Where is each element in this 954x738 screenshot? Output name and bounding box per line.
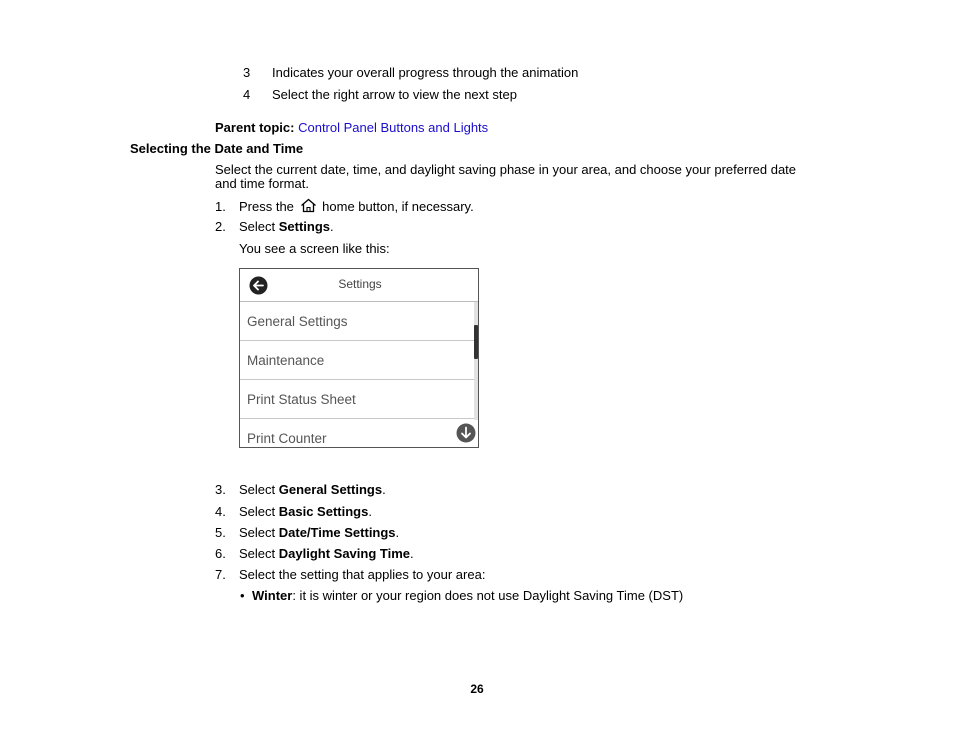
step-6 xyxy=(215,546,414,561)
screen-header xyxy=(240,269,478,302)
screen-scrollbar-thumb xyxy=(474,325,478,359)
step-text: Select xyxy=(239,482,279,497)
step-text: . xyxy=(330,219,334,234)
screen-menu-item xyxy=(240,302,474,341)
parent-topic-link[interactable]: Control Panel Buttons and Lights xyxy=(298,120,489,135)
screen-menu-item-label: Print Counter xyxy=(247,431,327,446)
screen-menu-item xyxy=(240,419,474,448)
step-description-3 xyxy=(243,65,578,80)
step-text: Indicates your overall progress through the animation xyxy=(272,65,579,80)
screen-title: Settings xyxy=(338,277,382,291)
step-number: 7. xyxy=(215,567,226,582)
parent-topic-label: Parent topic: xyxy=(215,120,295,135)
step-7 xyxy=(215,567,485,582)
step-number: 6. xyxy=(215,546,226,561)
step-number: 2. xyxy=(215,219,226,234)
step-number: 3 xyxy=(243,65,251,80)
step-bold-term: Basic Settings xyxy=(278,504,369,519)
screen-menu-item xyxy=(240,341,474,380)
step-text: . xyxy=(368,504,372,519)
step-description-4 xyxy=(243,87,517,102)
page-number: 26 xyxy=(470,682,484,696)
parent-topic xyxy=(215,120,488,135)
step-text: . xyxy=(410,546,414,561)
screen-menu-item-label: General Settings xyxy=(247,314,348,329)
bullet-bold-term: Winter xyxy=(252,588,293,603)
step-number: 5. xyxy=(215,525,226,540)
step-number: 3. xyxy=(215,482,226,497)
screen-menu-item xyxy=(240,380,474,419)
section-heading: Selecting the Date and Time xyxy=(130,141,304,156)
step-text: Press the xyxy=(239,199,294,214)
step-1 xyxy=(215,198,474,214)
step-text: Select xyxy=(239,504,279,519)
screen-scrollbar xyxy=(474,302,478,420)
step-bold-term: General Settings xyxy=(278,482,383,497)
step-text: home button, if necessary. xyxy=(322,199,474,214)
step-text: . xyxy=(382,482,386,497)
screen-caption: You see a screen like this: xyxy=(239,241,390,256)
step-4 xyxy=(215,504,372,519)
step-number: 1. xyxy=(215,199,226,214)
step-number: 4 xyxy=(243,87,251,102)
step-text: Select xyxy=(239,546,279,561)
step-text: Select xyxy=(239,525,279,540)
step-number: 4. xyxy=(215,504,226,519)
step-3 xyxy=(215,482,386,497)
step-bold-term: Settings xyxy=(278,219,331,234)
bullet-text: : it is winter or your region does not use Daylight Saving Time (DST) xyxy=(292,588,684,603)
step-bold-term: Daylight Saving Time xyxy=(278,546,410,561)
bullet-winter xyxy=(240,588,683,603)
step-text: Select the right arrow to view the next step xyxy=(272,87,517,102)
step-5 xyxy=(215,525,399,540)
intro-line-1: Select the current date, time, and daylight saving phase in your area, and choose your preferred date xyxy=(215,162,797,177)
screen-menu-item-label: Print Status Sheet xyxy=(247,392,356,407)
step-text: Select the setting that applies to your area: xyxy=(239,567,486,582)
home-icon xyxy=(300,198,317,213)
intro-line-2: and time format. xyxy=(215,176,309,191)
back-arrow-icon xyxy=(249,276,268,295)
settings-screen-figure xyxy=(239,268,479,448)
bullet-marker: • xyxy=(240,588,245,603)
step-text: . xyxy=(395,525,400,540)
step-text: Select xyxy=(239,219,279,234)
step-2 xyxy=(215,219,334,234)
step-bold-term: Date/Time Settings xyxy=(278,525,396,540)
down-arrow-icon xyxy=(456,423,476,443)
screen-menu-item-label: Maintenance xyxy=(247,353,325,368)
